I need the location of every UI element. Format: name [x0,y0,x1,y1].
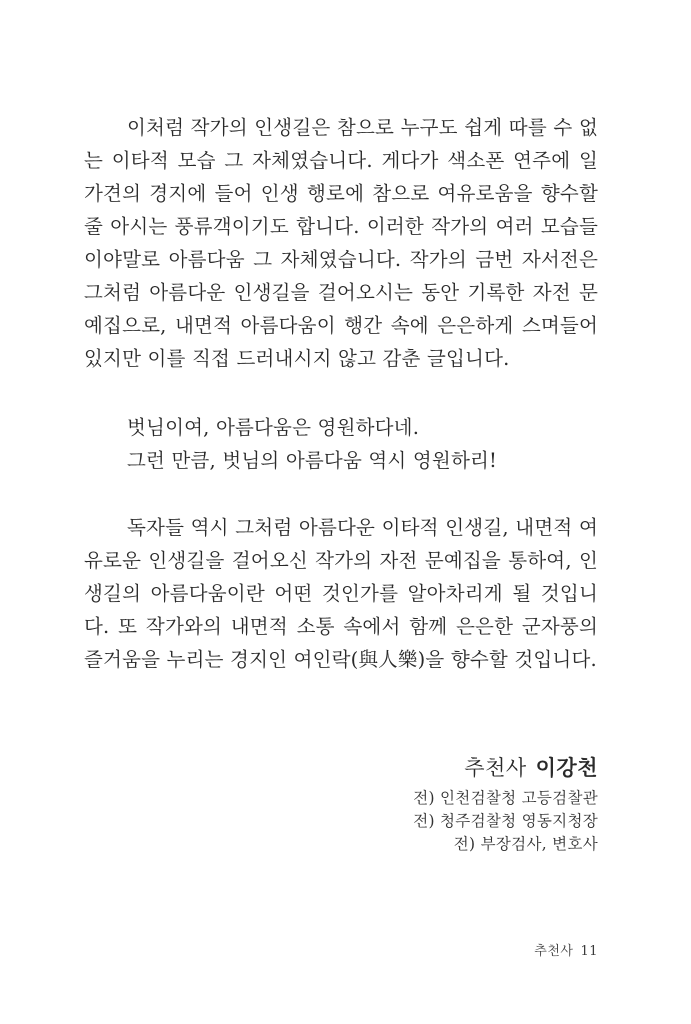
signature-block [84,753,598,856]
signature-former-title-2: 전) 청주검찰청 영동지청장 [413,812,598,830]
signature-former-titles [84,787,598,856]
verse-block [84,411,598,477]
footer-page-number: 11 [580,944,598,959]
page-footer [534,941,598,963]
verse-line-1: 벗님이여, 아름다움은 영원하다네. [127,416,420,439]
signature-former-title-3: 전) 부장검사, 변호사 [453,835,598,853]
signature-name: 이강천 [535,755,598,780]
page-content [84,111,598,856]
signature-title-line [84,753,598,783]
footer-section-label: 추천사 [534,944,574,959]
signature-role-label: 추천사 [464,756,527,780]
signature-former-title-1: 전) 인천검찰청 고등검찰관 [413,789,598,807]
verse-line-2: 그런 만큼, 벗님의 아름다움 역시 영원하리! [127,449,498,472]
body-paragraph-2: 독자들 역시 그처럼 아름다운 이타적 인생길, 내면적 여유로운 인생길을 걸어오신 작가의 자전 문예집을 통하여, 인생길의 아름다움이란 어떤 것인가를 알아차리게 될 것입니다. 또 작가와의 내면적 소통 속에서 함께 은은한 군자풍의 즐거움을 누리는 경지인 여인락(與人樂)을 향수할 것입니다. [84,516,598,671]
body-paragraph-1: 이처럼 작가의 인생길은 참으로 누구도 쉽게 따를 수 없는 이타적 모습 그 자체였습니다. 게다가 색소폰 연주에 일가견의 경지에 들어 인생 행로에 참으로 여유로움을 향수할 줄 아시는 풍류객이기도 합니다. 이러한 작가의 여러 모습들이야말로 아름다움 그 자체였습니다. 작가의 금번 자서전은 그처럼 아름다운 인생길을 걸어오시는 동안 기록한 자전 문예집으로, 내면적 아름다움이 행간 속에 은은하게 스며들어 있지만 이를 직접 드러내시지 않고 감춘 글입니다. [84,116,598,370]
